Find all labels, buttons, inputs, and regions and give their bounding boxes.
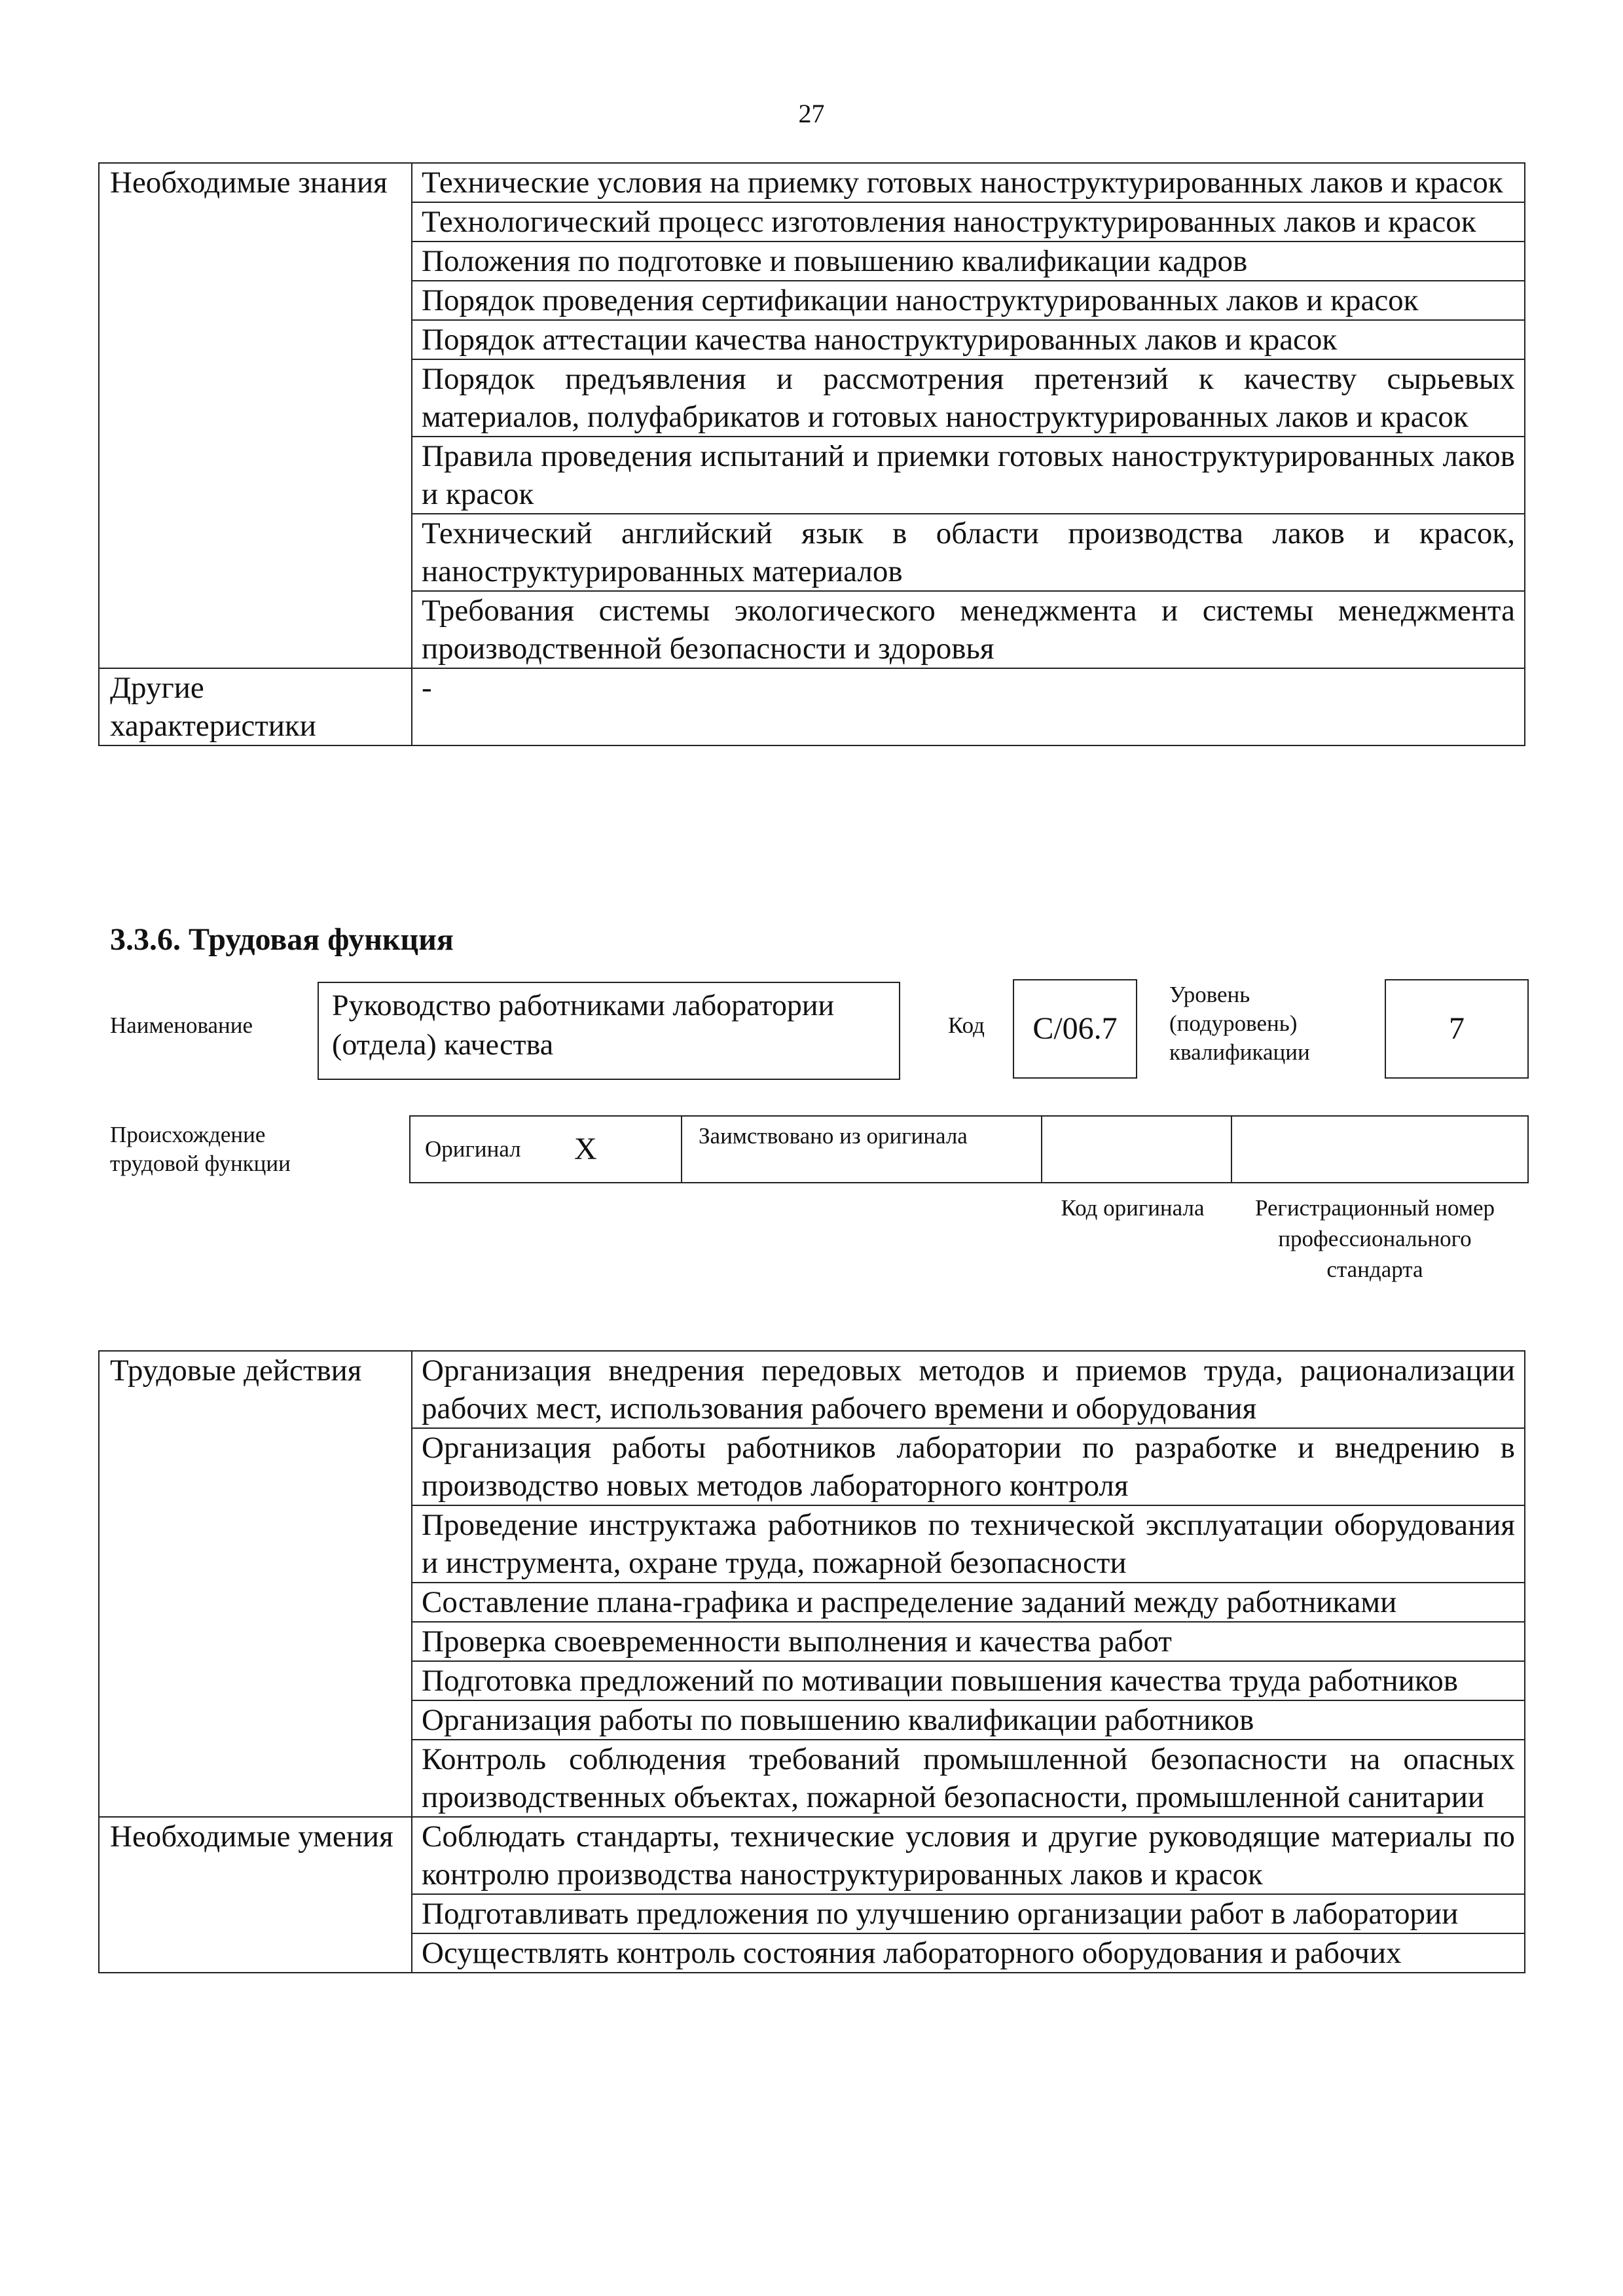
knowledge-table	[98, 162, 1525, 746]
table-cell: -	[412, 668, 1525, 745]
table-cell: Организация работы работников лаборатории по разработке и внедрению в производство новых методов лабораторного контроля	[412, 1428, 1525, 1505]
table-cell: Положения по подготовке и повышению квалификации кадров	[412, 242, 1525, 281]
origin-label: Происхождение трудовой функции	[110, 1122, 291, 1176]
original-cell	[410, 1117, 682, 1182]
level-field: 7	[1385, 979, 1529, 1079]
table-cell: Порядок аттестации качества наноструктурированных лаков и красок	[412, 320, 1525, 359]
table-cell: Порядок проведения сертификации наноструктурированных лаков и красок	[412, 281, 1525, 320]
table-cell: Проведение инструктажа работников по технической эксплуатации оборудования и инструмента, охране труда, пожарной безопасности	[412, 1505, 1525, 1583]
original-mark: X	[574, 1132, 597, 1166]
table-cell: Подготовка предложений по мотивации повышения качества труда работников	[412, 1661, 1525, 1700]
table-cell: Технические условия на приемку готовых наноструктурированных лаков и красок	[412, 163, 1525, 202]
table-cell: Технический английский язык в области производства лаков и красок, наноструктурированных материалов	[412, 514, 1525, 591]
origin-table	[409, 1115, 1529, 1183]
name-label: Наименование	[110, 1013, 253, 1038]
table-cell: Составление плана-графика и распределение заданий между работниками	[412, 1583, 1525, 1622]
section-title: 3.3.6. Трудовая функция	[110, 922, 454, 957]
function-table	[98, 1350, 1525, 1973]
code-label: Код	[948, 1013, 985, 1038]
table-cell: Организация внедрения передовых методов и приемов труда, рационализации рабочих мест, использования рабочего времени и оборудования	[412, 1351, 1525, 1428]
page-number: 27	[798, 99, 825, 128]
borrowed-label: Заимствовано из оригинала	[699, 1123, 968, 1149]
code-original-cell	[1042, 1117, 1232, 1182]
table-cell: Порядок предъявления и рассмотрения претензий к качеству сырьевых материалов, полуфабрикатов и готовых наноструктурированных лаков и красок	[412, 359, 1525, 437]
borrowed-cell	[682, 1117, 1042, 1182]
table-cell: Соблюдать стандарты, технические условия и другие руководящие материалы по контролю производства наноструктурированных лаков и красок	[412, 1817, 1525, 1894]
table-cell: Технологический процесс изготовления наноструктурированных лаков и красок	[412, 202, 1525, 242]
table-cell: Подготавливать предложения по улучшению организации работ в лаборатории	[412, 1894, 1525, 1933]
table-cell: Требования системы экологического менеджмента и системы менеджмента производственной безопасности и здоровья	[412, 591, 1525, 668]
row-label: Трудовые действия	[99, 1351, 412, 1817]
row-label: Другие характеристики	[99, 668, 412, 745]
reg-number-cell	[1232, 1117, 1527, 1182]
table-row	[99, 668, 1525, 745]
table-row	[99, 1351, 1525, 1428]
name-field: Руководство работниками лаборатории (отдела) качества	[318, 982, 900, 1080]
code-field: C/06.7	[1013, 979, 1137, 1079]
table-cell: Проверка своевременности выполнения и качества работ	[412, 1622, 1525, 1661]
table-cell: Правила проведения испытаний и приемки готовых наноструктурированных лаков и красок	[412, 437, 1525, 514]
table-cell: Осуществлять контроль состояния лабораторного оборудования и рабочих	[412, 1933, 1525, 1973]
row-label: Необходимые знания	[99, 163, 412, 668]
table-row	[99, 1817, 1525, 1894]
table-cell: Контроль соблюдения требований промышленной безопасности на опасных производственных объектах, пожарной безопасности, промышленной санитарии	[412, 1740, 1525, 1817]
original-label: Оригинал	[425, 1136, 521, 1162]
code-original-caption: Код оригинала	[1061, 1195, 1205, 1221]
table-cell: Организация работы по повышению квалификации работников	[412, 1700, 1525, 1740]
table-row	[99, 163, 1525, 202]
reg-number-caption: Регистрационный номер профессионального стандарта	[1254, 1195, 1495, 1282]
level-label: Уровень (подуровень) квалификации	[1169, 982, 1310, 1065]
row-label: Необходимые умения	[99, 1817, 412, 1973]
